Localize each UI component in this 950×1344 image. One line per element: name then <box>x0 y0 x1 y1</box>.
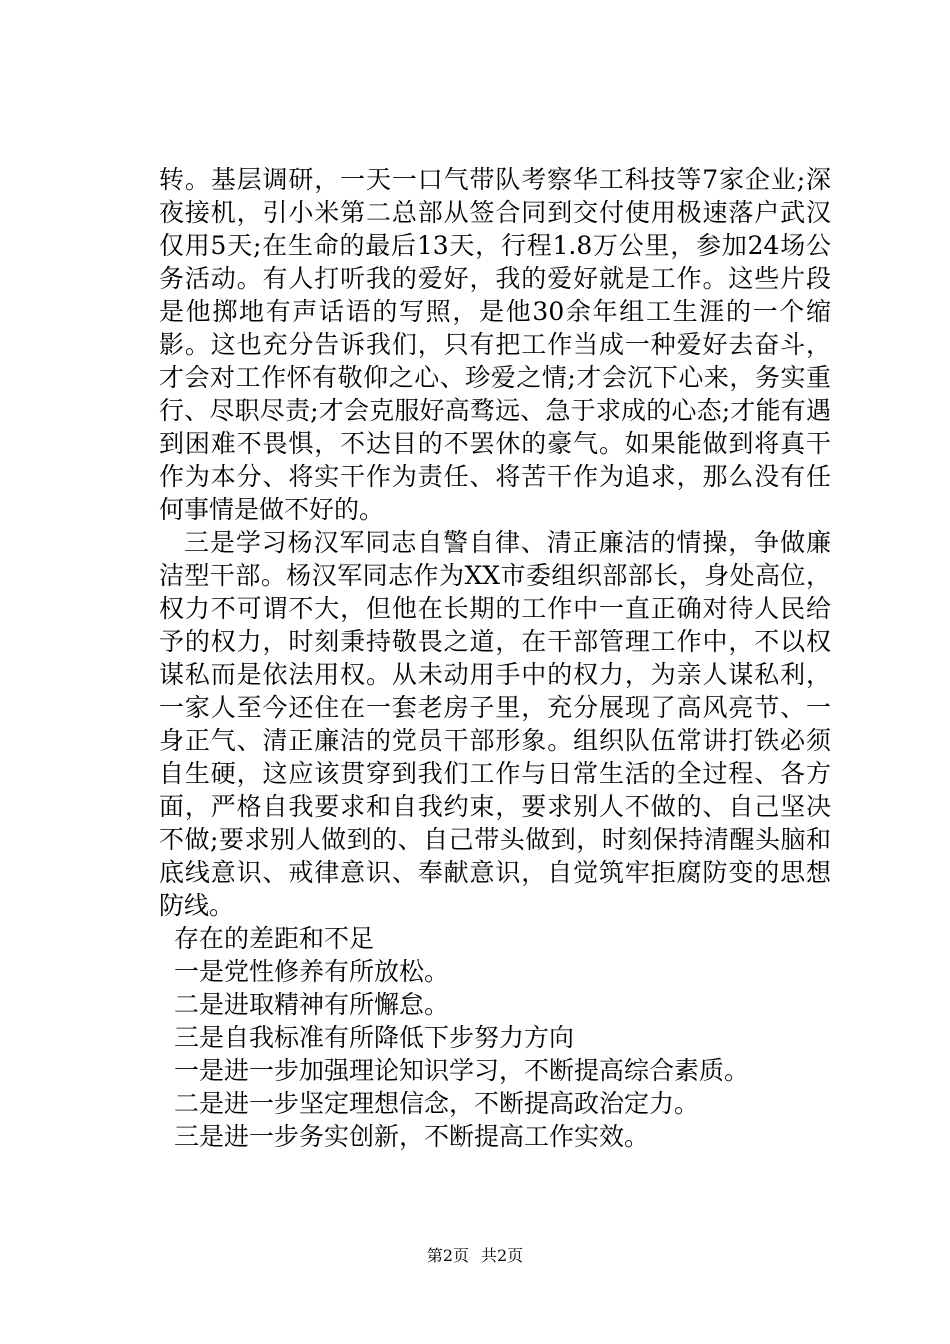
page-number-total: 共2页 <box>481 1246 524 1265</box>
document-body <box>159 163 831 1153</box>
list-item: 二是进一步坚定理想信念，不断提高政治定力。 <box>174 1089 700 1118</box>
page-number-current: 第2页 <box>426 1246 469 1265</box>
section-heading-shortcomings: 存在的差距和不足 <box>174 924 375 953</box>
list-item: 一是进一步加强理论知识学习，不断提高综合素质。 <box>174 1056 750 1085</box>
paragraph-continuation: 转。基层调研，一天一口气带队考察华工科技等7家企业;深夜接机，引小米第二总部从签合同到交付使用极速落户武汉仅用5天;在生命的最后13天，行程1.8万公里，参加24场公务活动。有人打听我的爱好，我的爱好就是工作。这些片段是他掷地有声话语的写照，是他30余年组工生涯的一个缩影。这也充分告诉我们，只有把工作当成一种爱好去奋斗，才会对工作怀有敬仰之心、珍爱之情;才会沉下心来，务实重行、尽职尽责;才会克服好高骛远、急于求成的心态;才能有遇到困难不畏惧，不达目的不罢休的豪气。如果能做到将真干作为本分、将实干作为责任、将苦干作为追求，那么没有任何事情是做不好的。 <box>159 165 831 524</box>
page-footer <box>0 1246 950 1266</box>
list-item: 三是进一步务实创新，不断提高工作实效。 <box>174 1122 650 1151</box>
paragraph-point-three: 三是学习杨汉军同志自警自律、清正廉洁的情操，争做廉洁型干部。杨汉军同志作为XX市委组织部部长，身处高位，权力不可谓不大，但他在长期的工作中一直正确对待人民给予的权力，时刻秉持敬畏之道，在干部管理工作中，不以权谋私而是依法用权。从未动用手中的权力，为亲人谋私利，一家人至今还住在一套老房子里，充分展现了高风亮节、一身正气、清正廉洁的党员干部形象。组织队伍常讲打铁必须自生硬，这应该贯穿到我们工作与日常生活的全过程、各方面，严格自我要求和自我约束，要求别人不做的、自己坚决不做;要求别人做到的、自己带头做到，时刻保持清醒头脑和底线意识、戒律意识、奉献意识，自觉筑牢拒腐防变的思想防线。 <box>159 528 831 920</box>
list-item: 三是自我标准有所降低下步努力方向 <box>174 1023 575 1052</box>
list-item: 二是进取精神有所懈怠。 <box>174 990 450 1019</box>
list-item: 一是党性修养有所放松。 <box>174 957 450 986</box>
